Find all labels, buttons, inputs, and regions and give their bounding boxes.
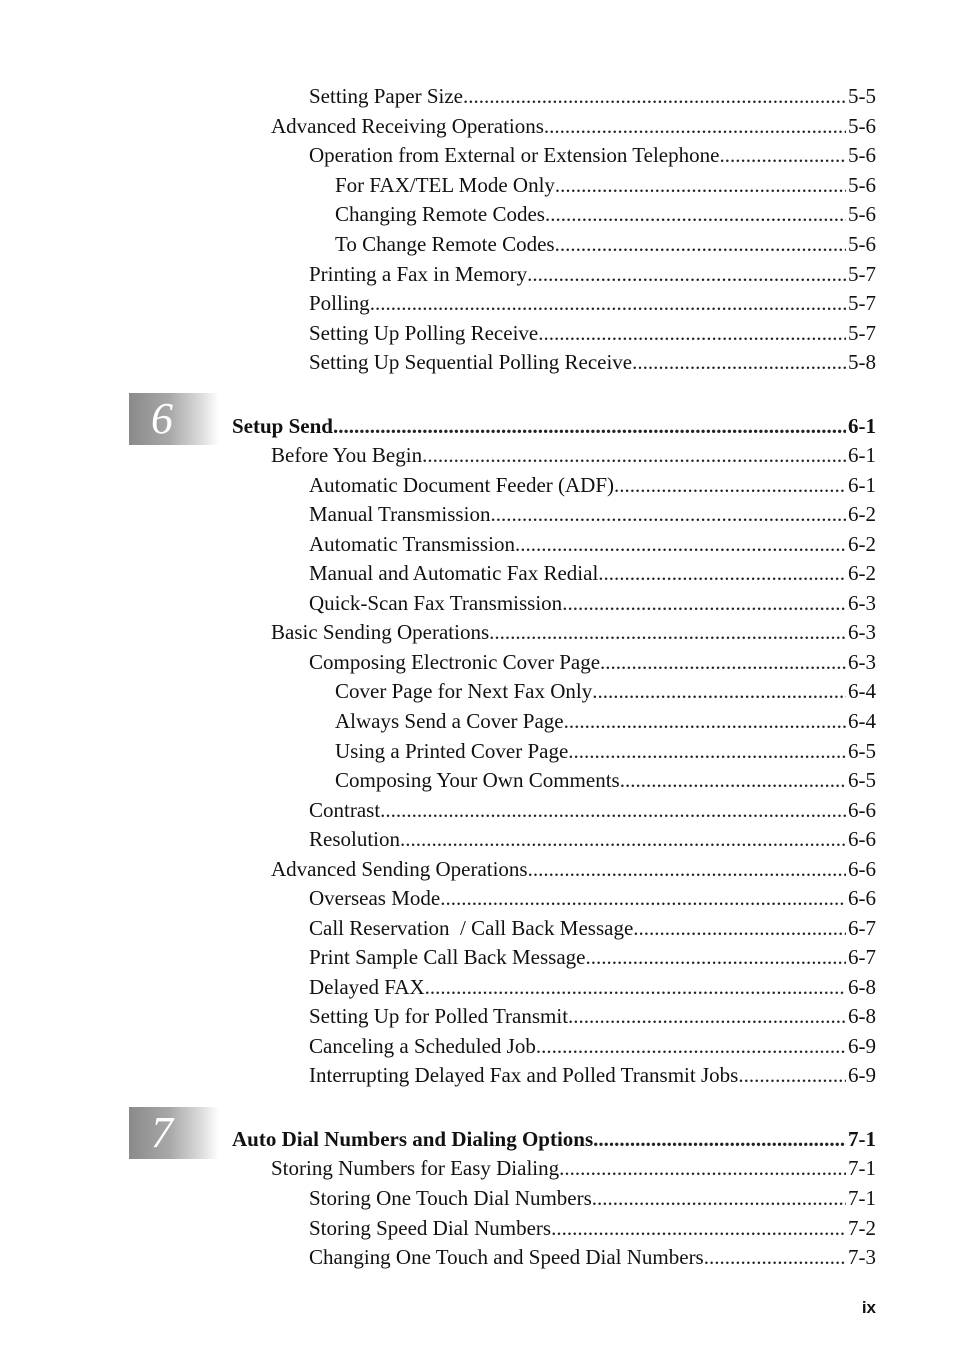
toc-entry-page: 7-2 xyxy=(848,1216,876,1240)
toc-entry-title: For FAX/TEL Mode Only xyxy=(335,173,555,197)
toc-entry-page: 5-5 xyxy=(848,84,876,108)
toc-entry-page: 6-3 xyxy=(848,620,876,644)
toc-entry[interactable] xyxy=(309,796,876,824)
toc-entry-title: Setup Send xyxy=(232,414,333,438)
toc-entry[interactable] xyxy=(309,1061,876,1089)
toc-entry[interactable] xyxy=(309,825,876,853)
toc-entry-page: 6-4 xyxy=(848,709,876,733)
toc-entry[interactable] xyxy=(335,230,876,258)
toc-entry-page: 7-1 xyxy=(848,1186,876,1210)
toc-entry-title: Basic Sending Operations xyxy=(271,620,490,644)
leader-dots xyxy=(536,1032,846,1060)
leader-dots xyxy=(704,1243,846,1271)
chapter-tab-6 xyxy=(129,393,219,445)
leader-dots xyxy=(585,943,846,971)
toc-entry-page: 6-5 xyxy=(848,739,876,763)
toc-entry-title: Storing Speed Dial Numbers xyxy=(309,1216,552,1240)
toc-entry-title: Manual and Automatic Fax Redial xyxy=(309,561,599,585)
toc-entry[interactable] xyxy=(335,766,876,794)
toc-entry[interactable] xyxy=(309,141,876,169)
toc-entry[interactable] xyxy=(309,914,876,942)
toc-entry[interactable] xyxy=(309,559,876,587)
leader-dots xyxy=(719,141,846,169)
toc-entry-title: Automatic Transmission xyxy=(309,532,515,556)
toc-entry-title: Advanced Receiving Operations xyxy=(271,114,544,138)
toc-entry[interactable] xyxy=(309,943,876,971)
leader-dots xyxy=(538,319,846,347)
toc-entry-page: 6-3 xyxy=(848,650,876,674)
toc-entry-page: 7-1 xyxy=(848,1127,876,1151)
toc-entry-title: Polling xyxy=(309,291,370,315)
toc-entry-page: 6-7 xyxy=(848,945,876,969)
toc-entry-title: Print Sample Call Back Message xyxy=(309,945,586,969)
toc-entry-title: Always Send a Cover Page xyxy=(335,709,564,733)
toc-entry-title: Delayed FAX xyxy=(309,975,425,999)
leader-dots xyxy=(545,200,846,228)
toc-entry[interactable] xyxy=(309,1184,876,1212)
leader-dots xyxy=(568,1002,846,1030)
leader-dots xyxy=(422,441,846,469)
toc-entry-title: To Change Remote Codes xyxy=(335,232,555,256)
toc-entry-page: 7-1 xyxy=(848,1156,876,1180)
toc-entry-page: 6-1 xyxy=(848,443,876,467)
toc-entry-page: 6-7 xyxy=(848,916,876,940)
toc-entry-title: Cover Page for Next Fax Only xyxy=(335,679,593,703)
toc-entry-page: 5-7 xyxy=(848,262,876,286)
toc-entry[interactable] xyxy=(309,530,876,558)
toc-entry[interactable] xyxy=(271,855,876,883)
leader-dots xyxy=(620,766,846,794)
toc-entry-title: Using a Printed Cover Page xyxy=(335,739,569,763)
toc-entry-title: Auto Dial Numbers and Dialing Options xyxy=(232,1127,594,1151)
toc-entry[interactable] xyxy=(335,707,876,735)
toc-entry-title: Quick-Scan Fax Transmission xyxy=(309,591,563,615)
leader-dots xyxy=(614,471,846,499)
toc-entry-page: 6-2 xyxy=(848,561,876,585)
leader-dots xyxy=(489,618,846,646)
toc-entry[interactable] xyxy=(271,1154,876,1182)
toc-entry[interactable] xyxy=(309,471,876,499)
toc-entry-page: 5-6 xyxy=(848,143,876,167)
toc-entry[interactable] xyxy=(309,348,876,376)
leader-dots xyxy=(593,1125,846,1153)
toc-entry-title: Overseas Mode xyxy=(309,886,441,910)
toc-entry-title: Composing Your Own Comments xyxy=(335,768,620,792)
toc-entry[interactable] xyxy=(309,884,876,912)
leader-dots xyxy=(370,289,846,317)
leader-dots xyxy=(555,171,846,199)
toc-entry-title: Composing Electronic Cover Page xyxy=(309,650,601,674)
toc-entry-title: Call Reservation / Call Back Message xyxy=(309,916,634,940)
toc-entry-page: 6-6 xyxy=(848,798,876,822)
page-number: ix xyxy=(861,1298,876,1317)
leader-dots xyxy=(564,707,846,735)
toc-entry-title: Changing Remote Codes xyxy=(335,202,545,226)
toc-entry-page: 6-2 xyxy=(848,502,876,526)
toc-entry[interactable] xyxy=(335,737,876,765)
toc-entry-title: Changing One Touch and Speed Dial Numbers xyxy=(309,1245,704,1269)
toc-entry-page: 6-5 xyxy=(848,768,876,792)
toc-entry-title: Resolution xyxy=(309,827,401,851)
toc-entry-page: 6-3 xyxy=(848,591,876,615)
toc-entry-page: 6-9 xyxy=(848,1034,876,1058)
toc-entry-page: 6-6 xyxy=(848,857,876,881)
toc-entry-page: 5-7 xyxy=(848,291,876,315)
leader-dots xyxy=(463,82,846,110)
leader-dots xyxy=(632,348,846,376)
toc-entry[interactable] xyxy=(309,319,876,347)
toc-entry-title: Storing One Touch Dial Numbers xyxy=(309,1186,592,1210)
toc-entry-page: 6-8 xyxy=(848,1004,876,1028)
leader-dots xyxy=(633,914,846,942)
toc-entry[interactable] xyxy=(271,441,876,469)
toc-entry-title: Storing Numbers for Easy Dialing xyxy=(271,1156,560,1180)
toc-entry-page: 6-8 xyxy=(848,975,876,999)
toc-entry-title: Setting Up Sequential Polling Receive xyxy=(309,350,633,374)
leader-dots xyxy=(600,648,846,676)
toc-entry-title: Setting Up for Polled Transmit xyxy=(309,1004,569,1028)
leader-dots xyxy=(568,737,846,765)
toc-entry[interactable] xyxy=(309,1032,876,1060)
leader-dots xyxy=(333,412,846,440)
toc-entry[interactable] xyxy=(335,171,876,199)
leader-dots xyxy=(555,230,846,258)
toc-entry-title: Contrast xyxy=(309,798,381,822)
toc-entry[interactable] xyxy=(335,677,876,705)
toc-entry-page: 6-2 xyxy=(848,532,876,556)
leader-dots xyxy=(440,884,846,912)
leader-dots xyxy=(490,500,846,528)
toc-chapter-entry[interactable] xyxy=(232,412,876,440)
leader-dots xyxy=(544,112,846,140)
toc-entry-page: 6-1 xyxy=(848,473,876,497)
toc-entry-title: Automatic Document Feeder (ADF) xyxy=(309,473,615,497)
leader-dots xyxy=(527,260,846,288)
toc-chapter-entry[interactable] xyxy=(232,1125,876,1153)
leader-dots xyxy=(598,559,846,587)
toc-entry-title: Operation from External or Extension Telephone xyxy=(309,143,720,167)
leader-dots xyxy=(528,855,846,883)
toc-entry-page: 6-4 xyxy=(848,679,876,703)
toc-entry-title: Manual Transmission xyxy=(309,502,491,526)
toc-entry[interactable] xyxy=(309,648,876,676)
chapter-tab-7 xyxy=(129,1107,219,1159)
toc-entry-title: Advanced Sending Operations xyxy=(271,857,528,881)
leader-dots xyxy=(400,825,846,853)
toc-entry-page: 5-6 xyxy=(848,114,876,138)
leader-dots xyxy=(562,589,846,617)
chapter-number: 6 xyxy=(151,394,173,443)
toc-entry[interactable] xyxy=(309,1002,876,1030)
toc-entry-page: 6-1 xyxy=(848,414,876,438)
toc-entry-page: 5-6 xyxy=(848,202,876,226)
leader-dots xyxy=(425,973,846,1001)
chapter-number: 7 xyxy=(151,1108,173,1157)
toc-entry-page: 7-3 xyxy=(848,1245,876,1269)
toc-entry[interactable] xyxy=(309,82,876,110)
leader-dots xyxy=(738,1061,846,1089)
leader-dots xyxy=(380,796,846,824)
toc-entry-page: 5-7 xyxy=(848,321,876,345)
leader-dots xyxy=(592,677,846,705)
toc-entry-page: 6-9 xyxy=(848,1063,876,1087)
toc-entry-page: 5-6 xyxy=(848,173,876,197)
toc-entry[interactable] xyxy=(309,500,876,528)
toc-entry[interactable] xyxy=(309,1214,876,1242)
toc-entry-title: Before You Begin xyxy=(271,443,423,467)
toc-entry[interactable] xyxy=(309,289,876,317)
toc-entry-page: 6-6 xyxy=(848,886,876,910)
toc-entry[interactable] xyxy=(271,618,876,646)
leader-dots xyxy=(551,1214,846,1242)
toc-entry[interactable] xyxy=(309,260,876,288)
leader-dots xyxy=(515,530,846,558)
toc-entry[interactable] xyxy=(309,973,876,1001)
toc-entry-page: 5-8 xyxy=(848,350,876,374)
leader-dots xyxy=(592,1184,846,1212)
toc-entry-title: Printing a Fax in Memory xyxy=(309,262,528,286)
toc-entry-page: 5-6 xyxy=(848,232,876,256)
toc-entry[interactable] xyxy=(335,200,876,228)
toc-entry-title: Setting Paper Size xyxy=(309,84,463,108)
toc-entry-title: Setting Up Polling Receive xyxy=(309,321,539,345)
toc-entry[interactable] xyxy=(309,1243,876,1271)
leader-dots xyxy=(559,1154,846,1182)
toc-entry[interactable] xyxy=(309,589,876,617)
toc-entry-title: Canceling a Scheduled Job xyxy=(309,1034,536,1058)
toc-entry[interactable] xyxy=(271,112,876,140)
toc-entry-title: Interrupting Delayed Fax and Polled Transmit Jobs xyxy=(309,1063,739,1087)
toc-entry-page: 6-6 xyxy=(848,827,876,851)
